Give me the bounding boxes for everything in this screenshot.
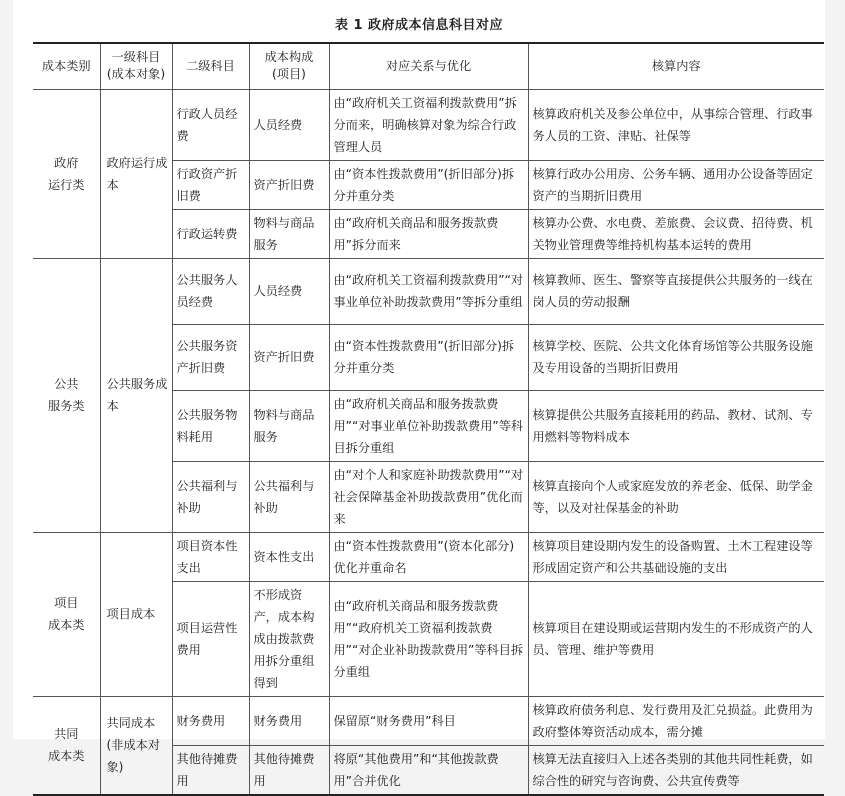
cell-level1-subject: 项目成本 <box>100 532 172 696</box>
cell-mapping: 将原“其他费用”和“其他拨款费用”合并优化 <box>329 745 528 795</box>
header-level2-subject: 二级科目 <box>172 43 249 89</box>
cell-content: 核算行政办公用房、公务车辆、通用办公设备等固定资产的当期折旧费用 <box>528 160 824 209</box>
cell-composition: 其他待摊费用 <box>249 745 329 795</box>
cell-level2-subject: 财务费用 <box>172 696 249 745</box>
header-content: 核算内容 <box>528 43 824 89</box>
cell-level2-subject: 项目资本性支出 <box>172 532 249 581</box>
cell-level1-subject: 共同成本 (非成本对象) <box>100 696 172 795</box>
cell-mapping: 由“政府机关商品和服务拨款费用”“政府机关工资福利拨款费用”“对企业补助拨款费用”等科目拆分重组 <box>329 581 528 696</box>
cell-composition: 资产折旧费 <box>249 160 329 209</box>
cell-mapping: 保留原“财务费用”科目 <box>329 696 528 745</box>
cell-mapping: 由“资本性拨款费用”(折旧部分)拆分并重分类 <box>329 160 528 209</box>
cell-level2-subject: 项目运营性费用 <box>172 581 249 696</box>
cell-content: 核算无法直接归入上述各类别的其他共同性耗费，如综合性的研究与咨询费、公共宣传费等 <box>528 745 824 795</box>
cell-cost-category: 共同 成本类 <box>33 696 100 795</box>
cell-level2-subject: 公共服务人员经费 <box>172 258 249 324</box>
cell-composition: 资产折旧费 <box>249 324 329 390</box>
cell-composition: 不形成资产，成本构成由拨款费用拆分重组得到 <box>249 581 329 696</box>
header-level1-subject: 一级科目 (成本对象) <box>100 43 172 89</box>
cell-mapping: 由“对个人和家庭补助拨款费用”“对社会保障基金补助拨款费用”优化而来 <box>329 461 528 532</box>
header-cost-category: 成本类别 <box>33 43 100 89</box>
cell-content: 核算直接向个人或家庭发放的养老金、低保、助学金等，以及对社保基金的补助 <box>528 461 824 532</box>
table-row <box>33 258 824 324</box>
header-composition: 成本构成 (项目) <box>249 43 329 89</box>
cell-content: 核算政府债务利息、发行费用及汇兑损益。此费用为政府整体筹资活动成本，需分摊 <box>528 696 824 745</box>
cell-level2-subject: 公共服务资产折旧费 <box>172 324 249 390</box>
cell-level2-subject: 公共福利与补助 <box>172 461 249 532</box>
cell-mapping: 由“资本性拨款费用”(折旧部分)拆分并重分类 <box>329 324 528 390</box>
cell-content: 核算教师、医生、警察等直接提供公共服务的一线在岗人员的劳动报酬 <box>528 258 824 324</box>
cell-content: 核算项目建设期内发生的设备购置、土木工程建设等形成固定资产和公共基础设施的支出 <box>528 532 824 581</box>
cell-composition: 人员经费 <box>249 89 329 160</box>
cell-level1-subject: 政府运行成本 <box>100 89 172 258</box>
cell-level2-subject: 公共服务物料耗用 <box>172 390 249 461</box>
cell-mapping: 由“政府机关商品和服务拨款费用”“对事业单位补助拨款费用”等科目拆分重组 <box>329 390 528 461</box>
cell-composition: 物料与商品服务 <box>249 209 329 258</box>
table-body <box>33 89 824 795</box>
table-caption: 表 1 政府成本信息科目对应 <box>334 18 504 33</box>
cell-level2-subject: 其他待摊费用 <box>172 745 249 795</box>
cell-mapping: 由“资本性拨款费用”(资本化部分)优化并重命名 <box>329 532 528 581</box>
table-row <box>33 89 824 160</box>
cell-level2-subject: 行政人员经费 <box>172 89 249 160</box>
table-row <box>33 696 824 745</box>
header-row <box>33 43 824 89</box>
cell-cost-category: 项目 成本类 <box>33 532 100 696</box>
cell-mapping: 由“政府机关商品和服务拨款费用”拆分而来 <box>329 209 528 258</box>
cell-content: 核算学校、医院、公共文化体育场馆等公共服务设施及专用设备的当期折旧费用 <box>528 324 824 390</box>
cell-level2-subject: 行政资产折旧费 <box>172 160 249 209</box>
document-page <box>13 0 825 788</box>
header-mapping: 对应关系与优化 <box>329 43 528 89</box>
cell-mapping: 由“政府机关工资福利拨款费用”拆分而来，明确核算对象为综合行政管理人员 <box>329 89 528 160</box>
cost-subject-table <box>33 42 824 796</box>
cell-cost-category: 政府 运行类 <box>33 89 100 258</box>
cell-content: 核算政府机关及参公单位中，从事综合管理、行政事务人员的工资、津贴、社保等 <box>528 89 824 160</box>
cell-content: 核算提供公共服务直接耗用的药品、教材、试剂、专用燃料等物料成本 <box>528 390 824 461</box>
cell-content: 核算办公费、水电费、差旅费、会议费、招待费、机关物业管理费等维持机构基本运转的费用 <box>528 209 824 258</box>
cell-composition: 公共福利与补助 <box>249 461 329 532</box>
cell-composition: 财务费用 <box>249 696 329 745</box>
cell-cost-category: 公共 服务类 <box>33 258 100 532</box>
cell-composition: 人员经费 <box>249 258 329 324</box>
cell-composition: 资本性支出 <box>249 532 329 581</box>
table-row <box>33 532 824 581</box>
cell-level1-subject: 公共服务成本 <box>100 258 172 532</box>
table-header <box>33 43 824 89</box>
cell-level2-subject: 行政运转费 <box>172 209 249 258</box>
cell-content: 核算项目在建设期或运营期内发生的不形成资产的人员、管理、维护等费用 <box>528 581 824 696</box>
cell-composition: 物料与商品服务 <box>249 390 329 461</box>
cell-mapping: 由“政府机关工资福利拨款费用”“对事业单位补助拨款费用”等拆分重组 <box>329 258 528 324</box>
